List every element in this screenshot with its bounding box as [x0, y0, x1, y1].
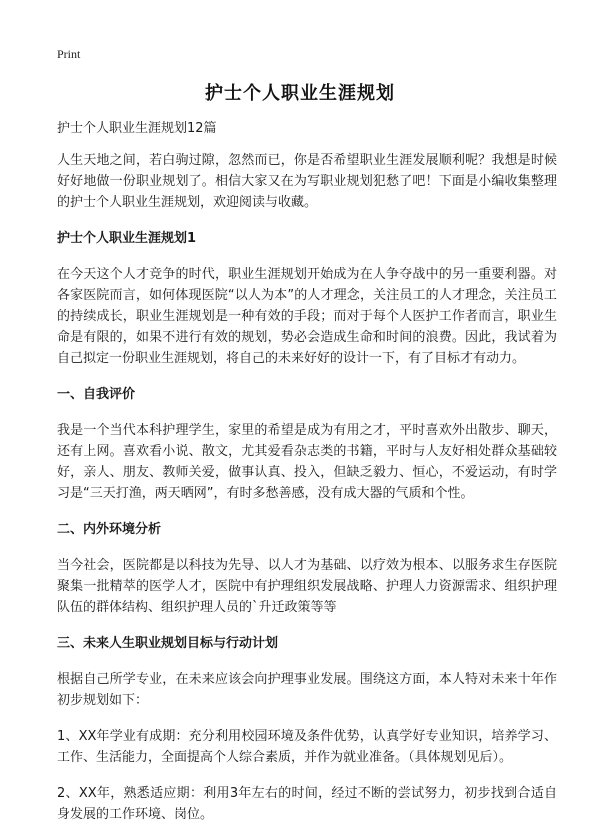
career-goals-paragraph: 根据自己所学专业，在未来应该会向护理事业发展。围绕这方面，本人特对未来十年作初步规划如下：	[57, 672, 557, 708]
document-body	[57, 118, 557, 840]
heading-career-goals: 三、未来人生职业规划目标与行动计划	[57, 636, 279, 651]
self-evaluation-paragraph: 我是一个当代本科护理学生，家里的希望是成为有用之才，平时喜欢外出散步、聊天，还有上网。喜欢看小说、散文，尤其爱看杂志类的书籍，平时与人友好相处群众基础较好，亲人、朋友、教师关爱，做事认真、投入，但缺乏毅力、恒心，不爱运动，有时学习是“三天打渔，两天晒网”，有时多愁善感，没有成大器的气质和个性。	[57, 423, 557, 501]
section-intro-paragraph: 在今天这个人才竞争的时代，职业生涯规划开始成为在人争夺战中的另一重要利器。对各家医院而言，如何体现医院“以人为本”的人才理念，关注员工的人才理念，关注员工的持续成长，职业生涯规划是一种有效的手段；而对于每个人医护工作者而言，职业生命是有限的，如果不进行有效的规划，势必会造成生命和时间的浪费。因此，我试着为自己拟定一份职业生涯规划，将自己的未来好好的设计一下，有了目标才有动力。	[57, 267, 557, 366]
intro-paragraph: 人生天地之间，若白驹过隙，忽然而已，你是否希望职业生涯发展顺利呢？我想是时候好好地做一份职业规划了。相信大家又在为写职业规划犯愁了吧！下面是小编收集整理的护士个人职业生涯规划，欢迎阅读与收藏。	[57, 153, 557, 210]
document-subtitle: 护士个人职业生涯规划12篇	[57, 121, 217, 136]
print-link[interactable]: Print	[57, 47, 81, 61]
heading-environment-analysis: 二、内外环境分析	[57, 522, 162, 537]
section-title: 护士个人职业生涯规划1	[57, 231, 197, 246]
document-title: 护士个人职业生涯规划	[205, 83, 395, 104]
plan-item-1: 1、XX年学业有成期：充分利用校园环境及条件优势，认真学好专业知识，培养学习、工作、生活能力，全面提高个人综合素质，并作为就业准备。（具体规划见后）。	[57, 729, 557, 765]
plan-item-2: 2、XX年，熟悉适应期：利用3年左右的时间，经过不断的尝试努力，初步找到合适自身发展的工作环境、岗位。	[57, 786, 557, 822]
heading-self-evaluation: 一、自我评价	[57, 387, 136, 402]
environment-analysis-paragraph: 当今社会，医院都是以科技为先导、以人才为基础、以疗效为根本、以服务求生存医院聚集一批精萃的医学人才，医院中有护理组织发展战略、护理人力资源需求、组织护理队伍的群体结构、组织护理人员的`升迁政策等等	[57, 558, 557, 615]
